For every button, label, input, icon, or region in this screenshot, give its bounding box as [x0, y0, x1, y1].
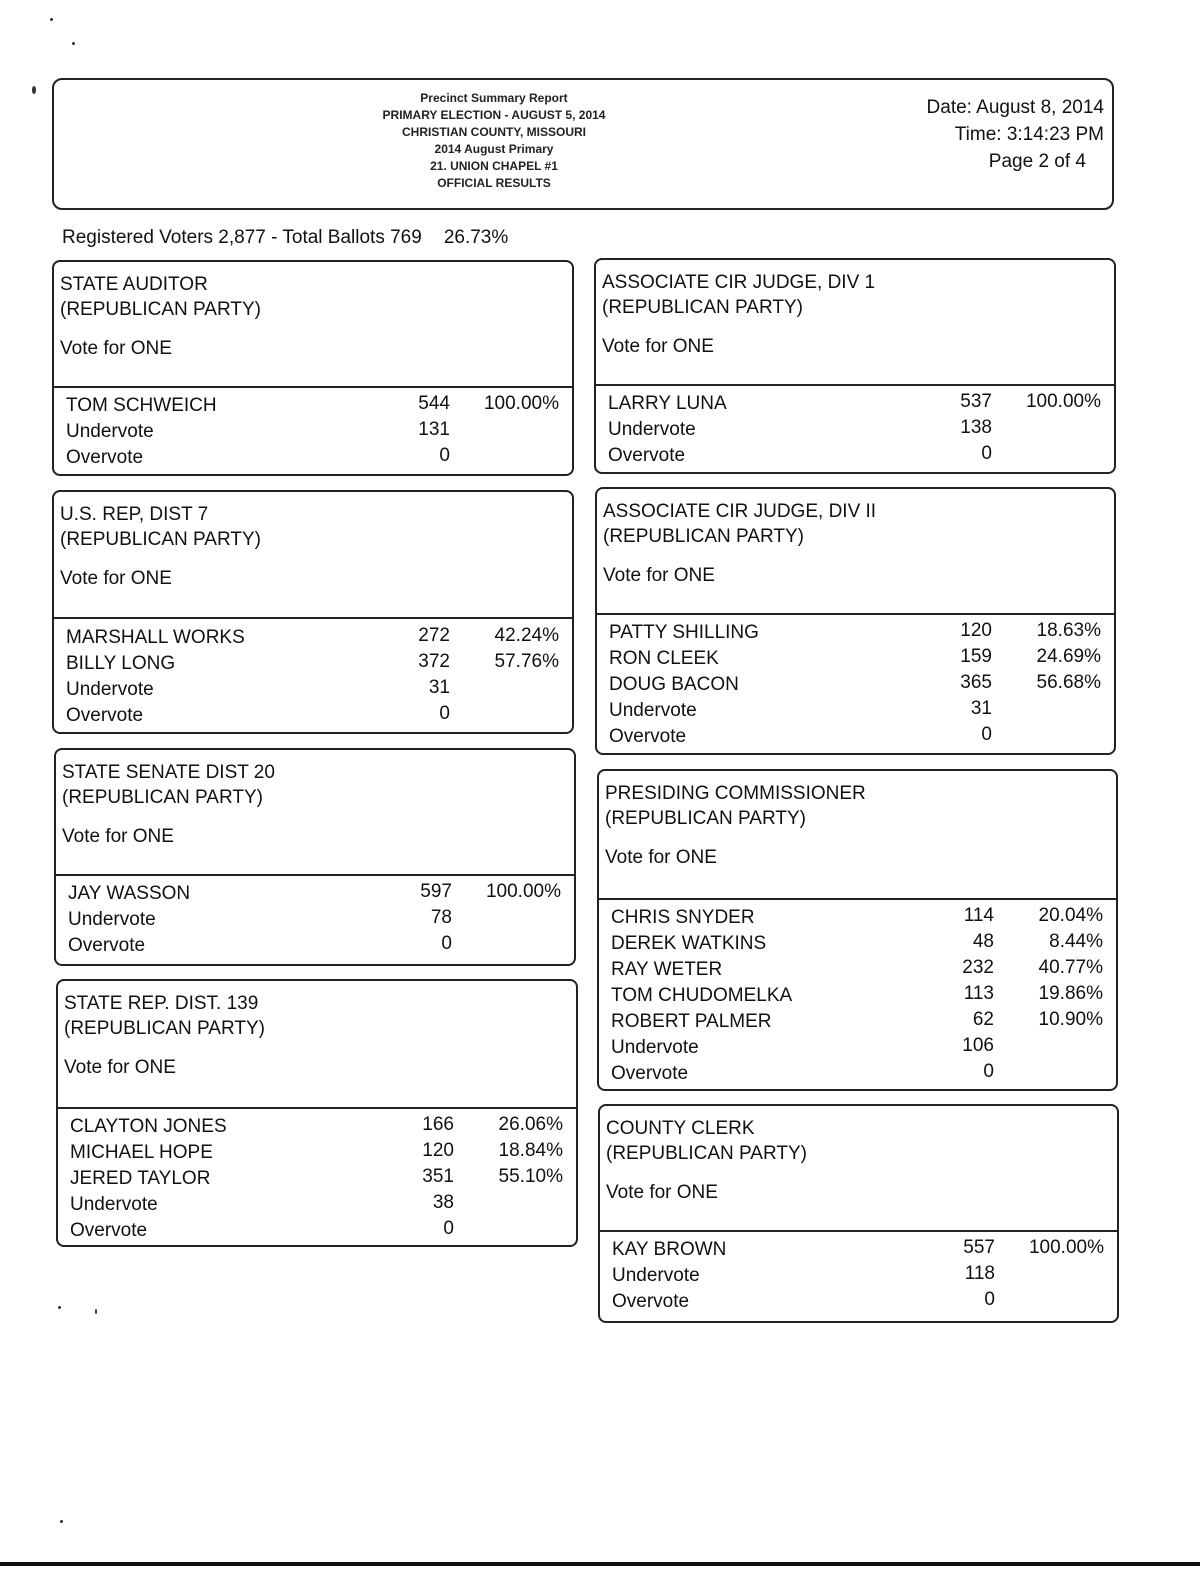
- election-name: PRIMARY ELECTION - AUGUST 5, 2014: [382, 108, 606, 122]
- result-row: [54, 627, 572, 653]
- vote-count: 0: [981, 443, 992, 464]
- scan-speck: [72, 42, 75, 45]
- vote-count: 113: [963, 983, 994, 1004]
- vote-count: 120: [960, 620, 992, 641]
- race-box-state-senate-dist-20: [54, 748, 576, 966]
- race-vote-for: Vote for ONE: [64, 1057, 176, 1078]
- candidate-name: CLAYTON JONES: [70, 1116, 227, 1137]
- vote-percent: 55.10%: [498, 1166, 563, 1187]
- race-title: STATE REP. DIST. 139: [64, 993, 259, 1014]
- candidate-name: Overvote: [609, 726, 687, 747]
- vote-count: 0: [439, 445, 450, 466]
- race-header: [56, 750, 574, 876]
- result-row: [600, 1265, 1117, 1291]
- candidate-name: Overvote: [611, 1063, 689, 1084]
- candidate-name: KAY BROWN: [612, 1239, 727, 1260]
- result-row: [56, 909, 574, 935]
- race-party: (REPUBLICAN PARTY): [605, 808, 806, 829]
- vote-percent: 24.69%: [1036, 646, 1101, 667]
- vote-count: 31: [970, 698, 992, 719]
- page-bottom-edge: [0, 1562, 1200, 1566]
- result-row: [597, 726, 1114, 752]
- candidate-name: Undervote: [609, 700, 697, 721]
- vote-count: 118: [964, 1263, 995, 1284]
- vote-count: 537: [960, 391, 992, 412]
- scan-speck: [50, 18, 53, 21]
- vote-count: 0: [983, 1061, 994, 1082]
- candidate-name: Overvote: [66, 705, 144, 726]
- race-header: [596, 260, 1114, 386]
- vote-percent: 56.68%: [1036, 672, 1101, 693]
- page-number: Page 2 of 4: [988, 151, 1086, 172]
- turnout-percent: 26.73%: [443, 227, 509, 248]
- result-row: [58, 1194, 576, 1220]
- vote-percent: 100.00%: [485, 881, 561, 902]
- vote-count: 131: [418, 419, 450, 440]
- result-row: [54, 395, 572, 421]
- vote-count: 372: [418, 651, 450, 672]
- vote-count: 0: [981, 724, 992, 745]
- vote-count: 0: [439, 703, 450, 724]
- race-vote-for: Vote for ONE: [60, 338, 172, 359]
- report-meta: [927, 94, 1104, 175]
- result-row: [599, 1037, 1116, 1063]
- result-row: [54, 447, 572, 473]
- race-party: (REPUBLICAN PARTY): [62, 787, 263, 808]
- race-party: (REPUBLICAN PARTY): [60, 299, 261, 320]
- race-header: [597, 489, 1114, 615]
- race-title: ASSOCIATE CIR JUDGE, DIV 1: [602, 272, 876, 293]
- report-date: Date: August 8, 2014: [926, 97, 1104, 118]
- candidate-name: Undervote: [612, 1265, 700, 1286]
- race-results: [600, 1239, 1117, 1317]
- result-row: [599, 907, 1116, 933]
- result-row: [54, 705, 572, 731]
- result-row: [599, 985, 1116, 1011]
- candidate-name: ROBERT PALMER: [611, 1011, 772, 1032]
- scan-speck: [32, 86, 36, 94]
- result-row: [597, 648, 1114, 674]
- vote-count: 232: [962, 957, 994, 978]
- vote-count: 351: [422, 1166, 454, 1187]
- report-header: [52, 78, 1114, 210]
- vote-count: 120: [422, 1140, 454, 1161]
- result-row: [56, 883, 574, 909]
- candidate-name: Undervote: [611, 1037, 699, 1058]
- vote-count: 544: [418, 393, 450, 414]
- result-row: [599, 1063, 1116, 1089]
- race-vote-for: Vote for ONE: [606, 1182, 718, 1203]
- vote-count: 62: [972, 1009, 994, 1030]
- race-header: [54, 492, 572, 619]
- result-row: [596, 393, 1114, 419]
- vote-count: 78: [430, 907, 452, 928]
- candidate-name: RAY WETER: [611, 959, 723, 980]
- race-box-us-rep-dist-7: [52, 490, 574, 734]
- vote-percent: 100.00%: [1028, 1237, 1104, 1258]
- vote-percent: 8.44%: [1049, 931, 1103, 952]
- candidate-name: BILLY LONG: [66, 653, 176, 674]
- vote-count: 114: [963, 905, 994, 926]
- result-row: [597, 622, 1114, 648]
- race-results: [58, 1116, 576, 1246]
- race-title: COUNTY CLERK: [606, 1118, 755, 1139]
- vote-count: 138: [960, 417, 992, 438]
- race-results: [596, 393, 1114, 471]
- vote-count: 272: [418, 625, 450, 646]
- precinct-name: 21. UNION CHAPEL #1: [430, 159, 558, 173]
- race-header: [54, 262, 572, 388]
- candidate-name: TOM SCHWEICH: [66, 395, 217, 416]
- candidate-name: PATTY SHILLING: [609, 622, 759, 643]
- race-results: [54, 395, 572, 473]
- vote-count: 0: [441, 933, 452, 954]
- candidate-name: Overvote: [612, 1291, 690, 1312]
- vote-count: 48: [972, 931, 994, 952]
- election-label: 2014 August Primary: [434, 142, 554, 156]
- candidate-name: Undervote: [68, 909, 156, 930]
- race-header: [600, 1106, 1117, 1232]
- candidate-name: Overvote: [70, 1220, 148, 1241]
- candidate-name: RON CLEEK: [609, 648, 719, 669]
- vote-count: 0: [443, 1218, 454, 1239]
- candidate-name: Undervote: [608, 419, 696, 440]
- vote-count: 597: [420, 881, 452, 902]
- report-title: Precinct Summary Report: [420, 91, 568, 105]
- candidate-name: Overvote: [68, 935, 146, 956]
- candidate-name: Overvote: [66, 447, 144, 468]
- race-title: U.S. REP, DIST 7: [60, 504, 209, 525]
- race-title: ASSOCIATE CIR JUDGE, DIV II: [603, 501, 877, 522]
- vote-percent: 42.24%: [494, 625, 559, 646]
- race-box-presiding-commissioner: [597, 769, 1118, 1091]
- race-title: STATE SENATE DIST 20: [62, 762, 275, 783]
- vote-percent: 18.84%: [498, 1140, 563, 1161]
- turnout-summary-text: Registered Voters 2,877 - Total Ballots 769: [62, 227, 422, 248]
- scan-speck: [60, 1520, 63, 1523]
- race-title: PRESIDING COMMISSIONER: [605, 783, 866, 804]
- race-box-state-auditor: [52, 260, 574, 476]
- county-name: CHRISTIAN COUNTY, MISSOURI: [401, 125, 586, 139]
- race-results: [56, 883, 574, 961]
- report-title-block: [354, 90, 634, 192]
- race-box-county-clerk: [598, 1104, 1119, 1323]
- result-row: [58, 1168, 576, 1194]
- report-time: Time: 3:14:23 PM: [954, 124, 1104, 145]
- vote-count: 106: [962, 1035, 994, 1056]
- race-results: [597, 622, 1114, 752]
- candidate-name: JAY WASSON: [68, 883, 191, 904]
- scan-speck: [95, 1309, 97, 1314]
- result-row: [599, 959, 1116, 985]
- race-vote-for: Vote for ONE: [60, 568, 172, 589]
- result-row: [56, 935, 574, 961]
- vote-count: 0: [984, 1289, 995, 1310]
- vote-percent: 57.76%: [494, 651, 559, 672]
- vote-percent: 20.04%: [1038, 905, 1103, 926]
- results-status: OFFICIAL RESULTS: [437, 176, 551, 190]
- scan-speck: [58, 1306, 61, 1309]
- vote-percent: 10.90%: [1038, 1009, 1103, 1030]
- result-row: [58, 1142, 576, 1168]
- candidate-name: DOUG BACON: [609, 674, 739, 695]
- candidate-name: TOM CHUDOMELKA: [611, 985, 793, 1006]
- result-row: [600, 1291, 1117, 1317]
- race-box-associate-cir-judge-div-2: [595, 487, 1116, 755]
- result-row: [54, 679, 572, 705]
- result-row: [597, 700, 1114, 726]
- race-vote-for: Vote for ONE: [605, 847, 717, 868]
- candidate-name: CHRIS SNYDER: [611, 907, 755, 928]
- race-vote-for: Vote for ONE: [602, 336, 714, 357]
- race-box-associate-cir-judge-div-1: [594, 258, 1116, 474]
- race-title: STATE AUDITOR: [60, 274, 208, 295]
- candidate-name: LARRY LUNA: [608, 393, 727, 414]
- vote-count: 159: [960, 646, 992, 667]
- result-row: [58, 1220, 576, 1246]
- race-header: [58, 981, 576, 1109]
- result-row: [54, 421, 572, 447]
- vote-count: 365: [960, 672, 992, 693]
- race-box-state-rep-dist-139: [56, 979, 578, 1247]
- result-row: [54, 653, 572, 679]
- race-header: [599, 771, 1116, 900]
- result-row: [599, 933, 1116, 959]
- candidate-name: Undervote: [70, 1194, 158, 1215]
- result-row: [596, 419, 1114, 445]
- candidate-name: DEREK WATKINS: [611, 933, 767, 954]
- candidate-name: Undervote: [66, 679, 154, 700]
- vote-count: 38: [432, 1192, 454, 1213]
- race-results: [54, 627, 572, 731]
- race-results: [599, 907, 1116, 1089]
- result-row: [600, 1239, 1117, 1265]
- race-vote-for: Vote for ONE: [62, 826, 174, 847]
- race-vote-for: Vote for ONE: [603, 565, 715, 586]
- race-party: (REPUBLICAN PARTY): [606, 1143, 807, 1164]
- candidate-name: JERED TAYLOR: [70, 1168, 211, 1189]
- vote-percent: 100.00%: [483, 393, 559, 414]
- race-party: (REPUBLICAN PARTY): [64, 1018, 265, 1039]
- candidate-name: Undervote: [66, 421, 154, 442]
- race-party: (REPUBLICAN PARTY): [602, 297, 803, 318]
- vote-percent: 19.86%: [1038, 983, 1103, 1004]
- result-row: [58, 1116, 576, 1142]
- vote-percent: 40.77%: [1038, 957, 1103, 978]
- vote-percent: 18.63%: [1036, 620, 1101, 641]
- candidate-name: MICHAEL HOPE: [70, 1142, 213, 1163]
- vote-percent: 100.00%: [1025, 391, 1101, 412]
- race-party: (REPUBLICAN PARTY): [603, 526, 804, 547]
- vote-percent: 26.06%: [498, 1114, 563, 1135]
- result-row: [599, 1011, 1116, 1037]
- vote-count: 166: [422, 1114, 454, 1135]
- turnout-summary: [62, 227, 508, 249]
- candidate-name: MARSHALL WORKS: [66, 627, 245, 648]
- result-row: [597, 674, 1114, 700]
- race-party: (REPUBLICAN PARTY): [60, 529, 261, 550]
- vote-count: 31: [428, 677, 450, 698]
- result-row: [596, 445, 1114, 471]
- candidate-name: Overvote: [608, 445, 686, 466]
- vote-count: 557: [963, 1237, 995, 1258]
